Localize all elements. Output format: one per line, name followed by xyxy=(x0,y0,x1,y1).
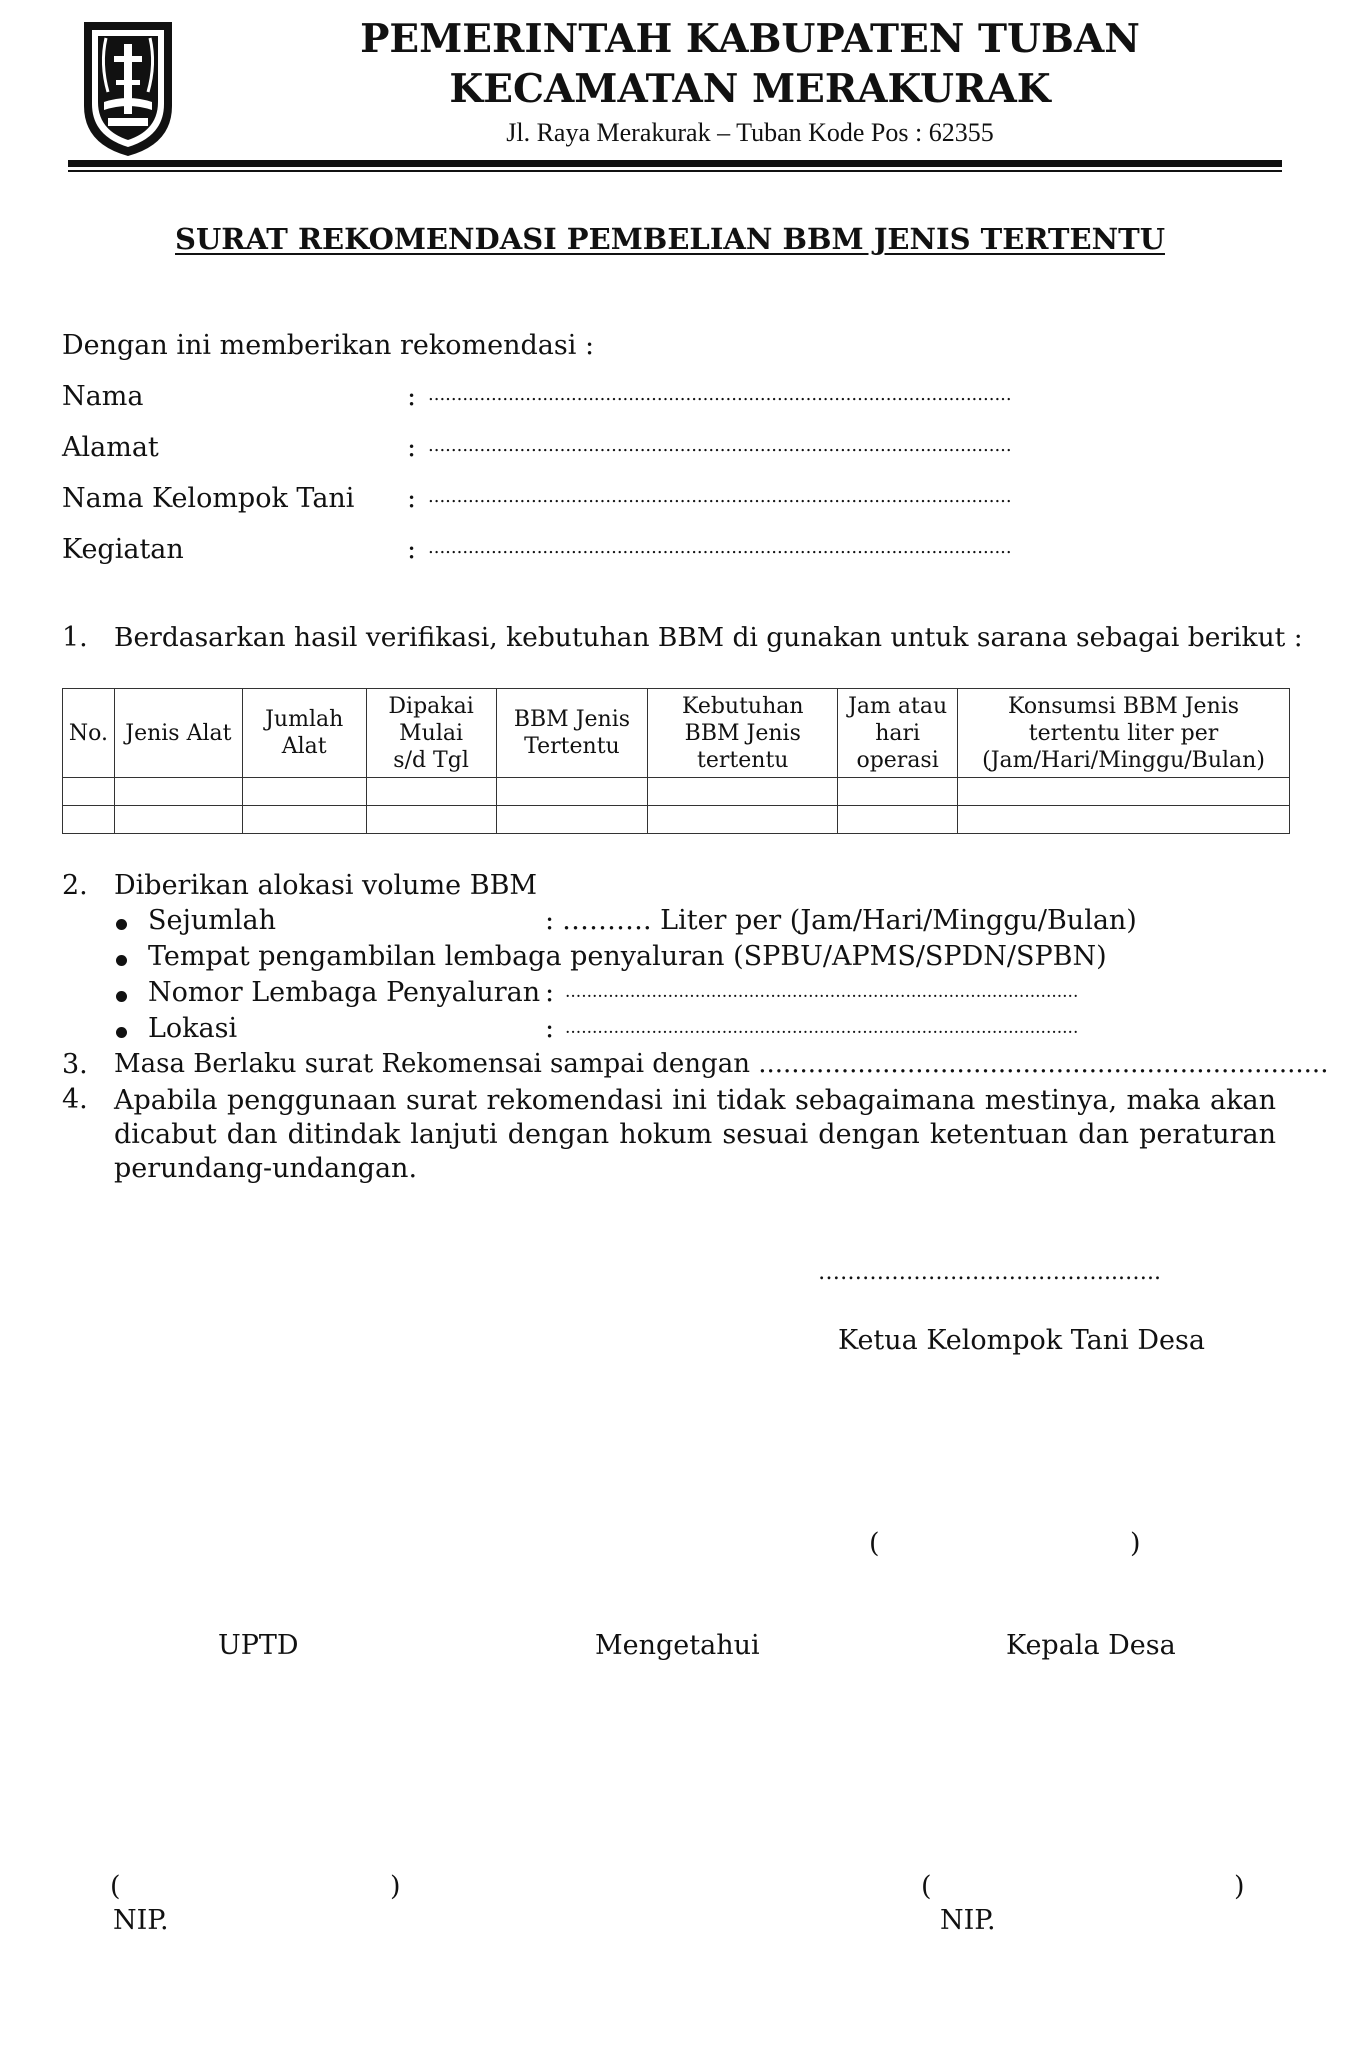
field-colon: : xyxy=(407,381,417,412)
table-cell[interactable] xyxy=(958,806,1290,834)
field-label-alamat: Alamat xyxy=(62,432,159,463)
letterhead-line1: PEMERINTAH KABUPATEN TUBAN xyxy=(360,16,1140,62)
table-row xyxy=(63,778,1290,806)
table-header: Dipakai Mulai s/d Tgl xyxy=(366,689,496,778)
bullet-icon xyxy=(116,1027,127,1038)
letterhead-rule-thick xyxy=(68,160,1282,167)
bullet-label-sejumlah: Sejumlah xyxy=(148,905,276,936)
table-cell[interactable] xyxy=(63,806,115,834)
letterhead-address: Jl. Raya Merakurak – Tuban Kode Pos : 62355 xyxy=(506,118,994,147)
approval-right-role: Kepala Desa xyxy=(1006,1630,1176,1661)
field-value-kelompok-tani[interactable]: ...................................................................................................... xyxy=(428,486,1012,507)
signature-paren-open: ( xyxy=(869,1528,880,1559)
bullet-value-lokasi[interactable]: ............................................................................................... xyxy=(565,1018,1079,1038)
table-cell[interactable] xyxy=(648,778,838,806)
bullet-icon xyxy=(116,955,127,966)
table-cell[interactable] xyxy=(366,778,496,806)
table-header: Jam atau hari operasi xyxy=(838,689,958,778)
bullet-value-sejumlah[interactable]: ………. Liter per (Jam/Hari/Minggu/Bulan) xyxy=(562,905,1137,936)
table-cell[interactable] xyxy=(496,778,648,806)
bullet-colon: : xyxy=(545,977,555,1008)
point2-text: Diberikan alokasi volume BBM xyxy=(114,870,538,901)
table-cell[interactable] xyxy=(496,806,648,834)
approval-left-paren-open: ( xyxy=(110,1871,121,1902)
field-value-kegiatan[interactable]: ...................................................................................................... xyxy=(428,537,1012,558)
bullet-icon xyxy=(116,919,127,930)
equipment-table xyxy=(62,688,1290,834)
table-header: BBM Jenis Tertentu xyxy=(496,689,648,778)
table-row xyxy=(63,806,1290,834)
field-colon: : xyxy=(407,432,417,463)
approval-right-nip: NIP. xyxy=(940,1905,996,1936)
bullet-icon xyxy=(116,991,127,1002)
approval-center-role: Mengetahui xyxy=(595,1630,760,1661)
approval-left-nip: NIP. xyxy=(113,1905,169,1936)
table-header: Jumlah Alat xyxy=(242,689,366,778)
approval-left-role: UPTD xyxy=(218,1630,299,1661)
bullet-label-nomor-lembaga: Nomor Lembaga Penyaluran xyxy=(148,977,541,1008)
tuban-regency-crest-icon xyxy=(78,14,178,160)
table-cell[interactable] xyxy=(366,806,496,834)
table-cell[interactable] xyxy=(114,806,242,834)
letterhead-rule-thin xyxy=(68,170,1282,172)
field-colon: : xyxy=(407,483,417,514)
field-value-alamat[interactable]: ...................................................................................................... xyxy=(428,435,1012,456)
field-label-kelompok-tani: Nama Kelompok Tani xyxy=(62,483,355,514)
bullet-value-nomor-lembaga[interactable]: ............................................................................................... xyxy=(565,982,1079,1002)
table-header: No. xyxy=(63,689,115,778)
table-cell[interactable] xyxy=(838,806,958,834)
field-value-nama[interactable]: ...................................................................................................... xyxy=(428,384,1012,405)
bullet-colon: : xyxy=(545,905,555,936)
signature-date-line[interactable]: …………………………………...….. xyxy=(818,1260,1161,1285)
point4-number: 4. xyxy=(62,1084,88,1115)
field-label-nama: Nama xyxy=(62,381,144,412)
table-header: Jenis Alat xyxy=(114,689,242,778)
table-cell[interactable] xyxy=(242,778,366,806)
table-header: Konsumsi BBM Jenis tertentu liter per (Jam/Hari/Minggu/Bulan) xyxy=(958,689,1290,778)
letterhead-line2: KECAMATAN MERAKURAK xyxy=(449,66,1051,112)
point4-text: Apabila penggunaan surat rekomendasi ini tidak sebagaimana mestinya, maka akan dicabut dan ditindak lanjuti dengan hokum sesuai dengan ketentuan dan peraturan perundang-undangan. xyxy=(114,1085,1276,1184)
signature-role: Ketua Kelompok Tani Desa xyxy=(838,1325,1205,1356)
point1-text: Berdasarkan hasil verifikasi, kebutuhan BBM di gunakan untuk sarana sebagai berikut : xyxy=(114,622,1303,653)
table-header: Kebutuhan BBM Jenis tertentu xyxy=(648,689,838,778)
table-cell[interactable] xyxy=(838,778,958,806)
field-label-kegiatan: Kegiatan xyxy=(62,534,184,565)
table-cell[interactable] xyxy=(63,778,115,806)
approval-right-paren-open: ( xyxy=(921,1871,932,1902)
table-cell[interactable] xyxy=(114,778,242,806)
table-cell[interactable] xyxy=(648,806,838,834)
point2-number: 2. xyxy=(62,870,88,901)
bullet-colon: : xyxy=(545,1013,555,1044)
point1-number: 1. xyxy=(62,622,88,653)
intro-text: Dengan ini memberikan rekomendasi : xyxy=(62,330,595,361)
table-cell[interactable] xyxy=(242,806,366,834)
table-cell[interactable] xyxy=(958,778,1290,806)
approval-left-paren-close: ) xyxy=(390,1871,401,1902)
approval-right-paren-close: ) xyxy=(1234,1871,1245,1902)
point3-text: Masa Berlaku surat Rekomensai sampai dengan ..................................................................... xyxy=(114,1049,1329,1079)
bullet-label-lokasi: Lokasi xyxy=(148,1013,238,1044)
signature-paren-close: ) xyxy=(1130,1528,1141,1559)
point3-number: 3. xyxy=(62,1049,88,1080)
table-header-row xyxy=(63,689,1290,778)
field-colon: : xyxy=(407,534,417,565)
document-title: SURAT REKOMENDASI PEMBELIAN BBM JENIS TERTENTU xyxy=(175,222,1165,256)
bullet-label-tempat-pengambilan: Tempat pengambilan lembaga penyaluran (SPBU/APMS/SPDN/SPBN) xyxy=(148,941,1107,972)
